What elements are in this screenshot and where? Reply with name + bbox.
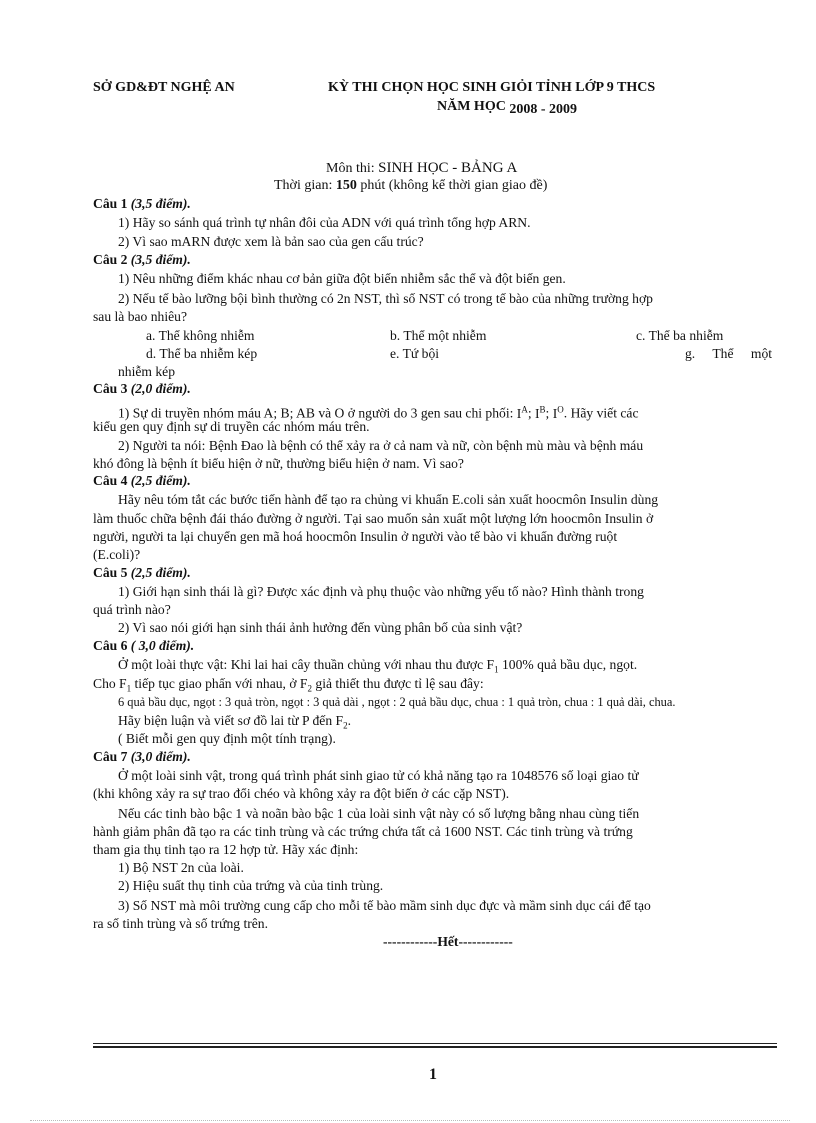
q6-line-1: Ở một loài thực vật: Khi lai hai cây thuần chủng với nhau thu được $F_1$ 100% quả bầu dục, ngọt. — [118, 657, 638, 675]
end-marker: ------------Hết------------ — [383, 934, 513, 949]
question-3-score: (2,0 điểm). — [130, 381, 191, 396]
school-year-label: NĂM HỌC — [437, 99, 506, 114]
q4-line-1: Hãy nêu tóm tắt các bước tiến hành để tạo ra chủng vi khuẩn E.coli sản xuất hoocmôn Insulin dùng — [118, 492, 659, 507]
subject-value: SINH HỌC - BẢNG A — [378, 160, 518, 176]
q7-sub-1: 1) Bộ NST 2n của loài. — [118, 860, 244, 875]
footer-rule-bottom — [93, 1046, 777, 1048]
footer-rule-top — [93, 1043, 777, 1044]
exam-title: KỲ THI CHỌN HỌC SINH GIỎI TỈNH LỚP 9 THCS — [328, 80, 656, 95]
q5-line-2: quá trình nào? — [93, 602, 171, 617]
school-year — [437, 99, 577, 115]
time-line — [274, 178, 547, 194]
q2-option-e: e. Tứ bội — [390, 346, 440, 361]
q3-line-3: 2) Người ta nói: Bệnh Đao là bệnh có thể xảy ra ở cả nam và nữ, còn bệnh mù màu và bệnh máu — [118, 438, 644, 453]
page-number: 1 — [429, 1066, 437, 1083]
time-rest: phút (không kể thời gian giao đề) — [360, 178, 548, 193]
question-5-score: (2,5 điểm). — [130, 565, 191, 580]
q5-line-3: 2) Vì sao nói giới hạn sinh thái ảnh hưởng đến vùng phân bố của sinh vật? — [118, 620, 523, 635]
question-6-title: Câu 6 ( 3,0 điểm). — [93, 638, 195, 653]
q7-sub-2: 2) Hiệu suất thụ tinh của trứng và của tinh trùng. — [118, 878, 384, 893]
question-7-score: (3,0 điểm). — [130, 749, 191, 764]
subject-line — [326, 160, 517, 177]
q7-line-3: Nếu các tinh bào bậc 1 và noãn bào bậc 1 của loài sinh vật này có số lượng bằng nhau cùng tiến — [118, 806, 640, 821]
question-1-title: Câu 1 (3,5 điểm). — [93, 196, 191, 211]
blood-gene-io: $I^O$ — [552, 404, 564, 421]
question-6-score: ( 3,0 điểm). — [130, 638, 195, 653]
q2-line-3: sau là bao nhiêu? — [93, 309, 187, 324]
q2-option-c: c. Thể ba nhiễm — [636, 328, 724, 343]
q7-sub-3-cont: ra số tinh trùng và số trứng trên. — [93, 916, 268, 931]
q4-line-2: làm thuốc chữa bệnh đái tháo đường ở người. Tại sao muốn sản xuất một lượng lớn hoocmôn Insulin ở — [93, 511, 654, 526]
q5-line-1: 1) Giới hạn sinh thái là gì? Được xác định và phụ thuộc vào những yếu tố nào? Hình thành trong — [118, 584, 644, 599]
q6-ratio: 6 quả bầu dục, ngọt : 3 quả tròn, ngọt : 3 quả dài , ngọt : 2 quả bầu dục, chua : 1 quả tròn, chua : 1 quả dài, chua. — [118, 695, 676, 709]
q4-line-3: người, người ta lại chuyển gen mã hoá hoocmôn Insulin ở người vào tế bào vi khuẩn đường ruột — [93, 529, 618, 544]
q7-line-4: hành giảm phân đã tạo ra các tinh trùng và các trứng chứa tất cả 1600 NST. Các tinh trùng và trứng — [93, 824, 633, 839]
q7-line-1: Ở một loài sinh vật, trong quá trình phát sinh giao tử có khả năng tạo ra 1048576 số loại giao tử — [118, 768, 639, 783]
q7-line-2: (khi không xảy ra sự trao đổi chéo và không xảy ra đột biến ở các cặp NST). — [93, 786, 510, 801]
question-3-title: Câu 3 (2,0 điểm). — [93, 381, 191, 396]
q6-line-4: ( Biết mỗi gen quy định một tính trạng). — [118, 731, 336, 746]
q2-option-a: a. Thể không nhiễm — [146, 328, 255, 343]
department-name: SỞ GD&ĐT NGHỆ AN — [93, 80, 235, 95]
q2-line-1: 1) Nêu những điểm khác nhau cơ bản giữa đột biến nhiễm sắc thể và đột biến gen. — [118, 271, 566, 286]
blood-gene-ia: $I^A$ — [516, 404, 528, 421]
q7-sub-3: 3) Số NST mà môi trường cung cấp cho mỗi tế bào mầm sinh dục đực và mầm sinh dục cái để tạo — [118, 898, 651, 913]
q6-line-2: Cho $F_1$ tiếp tục giao phấn với nhau, ở $F_2$ giả thiết thu được tỉ lệ sau đây: — [93, 676, 484, 694]
question-4-title: Câu 4 (2,5 điểm). — [93, 473, 191, 488]
q3-line-1: 1) Sự di truyền nhóm máu A; B; AB và O ở người do 3 gen sau chi phối: $I^A$; $I^B$; $I^O$. Hãy viết các — [118, 404, 639, 421]
time-label: Thời gian: — [274, 178, 333, 193]
q1-line-2: 2) Vì sao mARN được xem là bản sao của gen cấu trúc? — [118, 234, 424, 249]
q3-line-4: khó đông là bệnh ít biểu hiện ở nữ, thường biểu hiện ở nam. Vì sao? — [93, 456, 464, 471]
q2-option-d: d. Thể ba nhiễm kép — [146, 346, 258, 361]
q3-line-2: kiểu gen quy định sự di truyền các nhóm máu trên. — [93, 419, 370, 434]
q1-line-1: 1) Hãy so sánh quá trình tự nhân đôi của ADN với quá trình tổng hợp ARN. — [118, 215, 531, 230]
q4-line-4: (E.coli)? — [93, 547, 141, 562]
page-edge-dotted-line — [30, 1120, 790, 1121]
question-2-score: (3,5 điểm). — [130, 252, 191, 267]
school-year-value: 2008 - 2009 — [509, 102, 577, 117]
blood-gene-ib: $I^B$ — [535, 404, 546, 421]
question-2-title: Câu 2 (3,5 điểm). — [93, 252, 191, 267]
q6-line-3: Hãy biện luận và viết sơ đồ lai từ P đến $F_2$. — [118, 713, 352, 731]
q2-line-2: 2) Nếu tế bào lưỡng bội bình thường có 2n NST, thì số NST có trong tế bào của những trường hợp — [118, 291, 653, 306]
q2-option-g: g. Thể một — [685, 346, 773, 361]
q7-line-5: tham gia thụ tinh tạo ra 12 hợp tử. Hãy xác định: — [93, 842, 359, 857]
question-5-title: Câu 5 (2,5 điểm). — [93, 565, 191, 580]
question-7-title: Câu 7 (3,0 điểm). — [93, 749, 191, 764]
q2-option-g-cont: nhiễm kép — [118, 364, 176, 379]
question-1-score: (3,5 điểm). — [130, 196, 191, 211]
question-4-score: (2,5 điểm). — [130, 473, 191, 488]
time-minutes: 150 — [335, 178, 357, 193]
subject-label: Môn thi: — [326, 161, 375, 176]
q2-option-b: b. Thể một nhiễm — [390, 328, 487, 343]
